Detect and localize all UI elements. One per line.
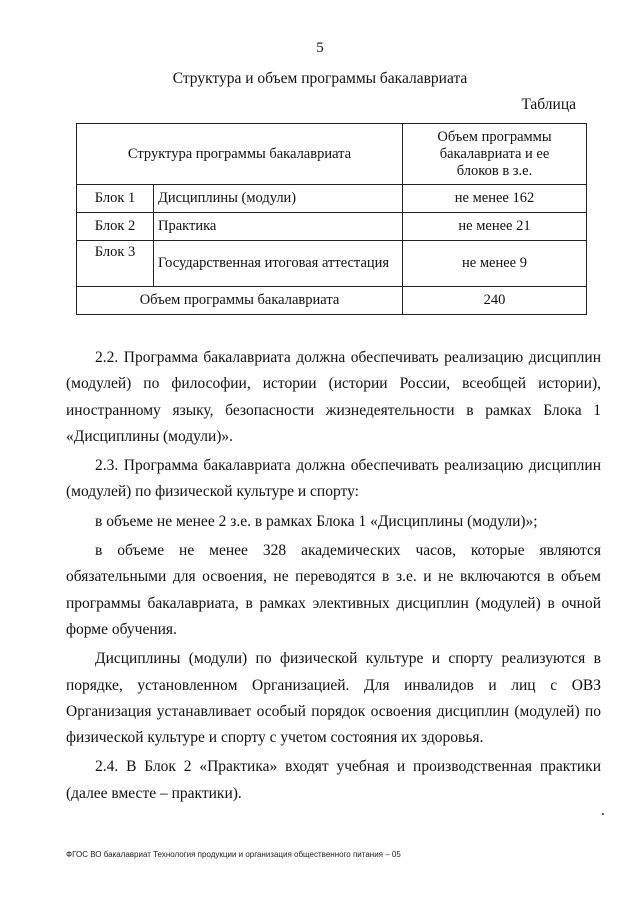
table-row [77,213,587,241]
table-caption: Таблица [521,96,576,113]
table-row [77,185,587,213]
block-code: Блок 2 [77,213,154,241]
block-volume: не менее 21 [403,213,587,241]
paragraph: в объеме не менее 2 з.е. в рамках Блока 1 «Дисциплины (модули)»; [95,512,538,530]
header-volume: Объем программы бакалавриата и ее блоков в з.е. [403,124,587,185]
block-volume: не менее 9 [403,241,587,287]
paragraph: в объеме не менее 328 академических часов, которые являются обязательными для освоения, не переводятся в з.е. и не включаются в объем программы бакалавриата, в рамках элективных дисциплин (модулей) в очной форме обучения. [66,542,601,638]
block-code: Блок 1 [77,185,154,213]
paragraph: Дисциплины (модули) по физической культуре и спорту реализуются в порядке, установленном Организацией. Для инвалидов и лиц с ОВЗ Организация устанавливает особый порядок освоения дисциплин (модулей) по физической культуре и спорту с учетом состояния их здоровья. [66,650,601,747]
page-title: Структура и объем программы бакалавриата [172,70,468,87]
block-volume: не менее 162 [403,185,587,213]
header-structure: Структура программы бакалавриата [77,124,403,185]
total-label: Объем программы бакалавриата [77,287,403,315]
table-row [77,241,587,287]
total-value: 240 [403,287,587,315]
block-code: Блок 3 [77,241,154,287]
program-structure-table [76,123,587,315]
scan-speck [602,813,604,815]
table-header-row [77,124,587,185]
paragraph: 2.4. В Блок 2 «Практика» входят учебная и производственная практики (далее вместе – практики). [66,758,601,802]
page-number: 5 [316,40,324,56]
paragraph: 2.3. Программа бакалавриата должна обеспечивать реализацию дисциплин (модулей) по физической культуре и спорту: [66,457,601,501]
page-footer: ФГОС ВО бакалавриат Технология продукции и организация общественного питания – 05 [66,850,401,859]
table-total-row [77,287,587,315]
block-name: Дисциплины (модули) [154,185,403,213]
block-name: Практика [154,213,403,241]
block-name: Государственная итоговая аттестация [154,241,403,287]
body-text [66,345,601,810]
paragraph: 2.2. Программа бакалавриата должна обеспечивать реализацию дисциплин (модулей) по философии, истории (истории России, всеобщей истории), иностранному языку, безопасности жизнедеятельности в рамках Блока 1 «Дисциплины (модули)». [66,349,601,445]
